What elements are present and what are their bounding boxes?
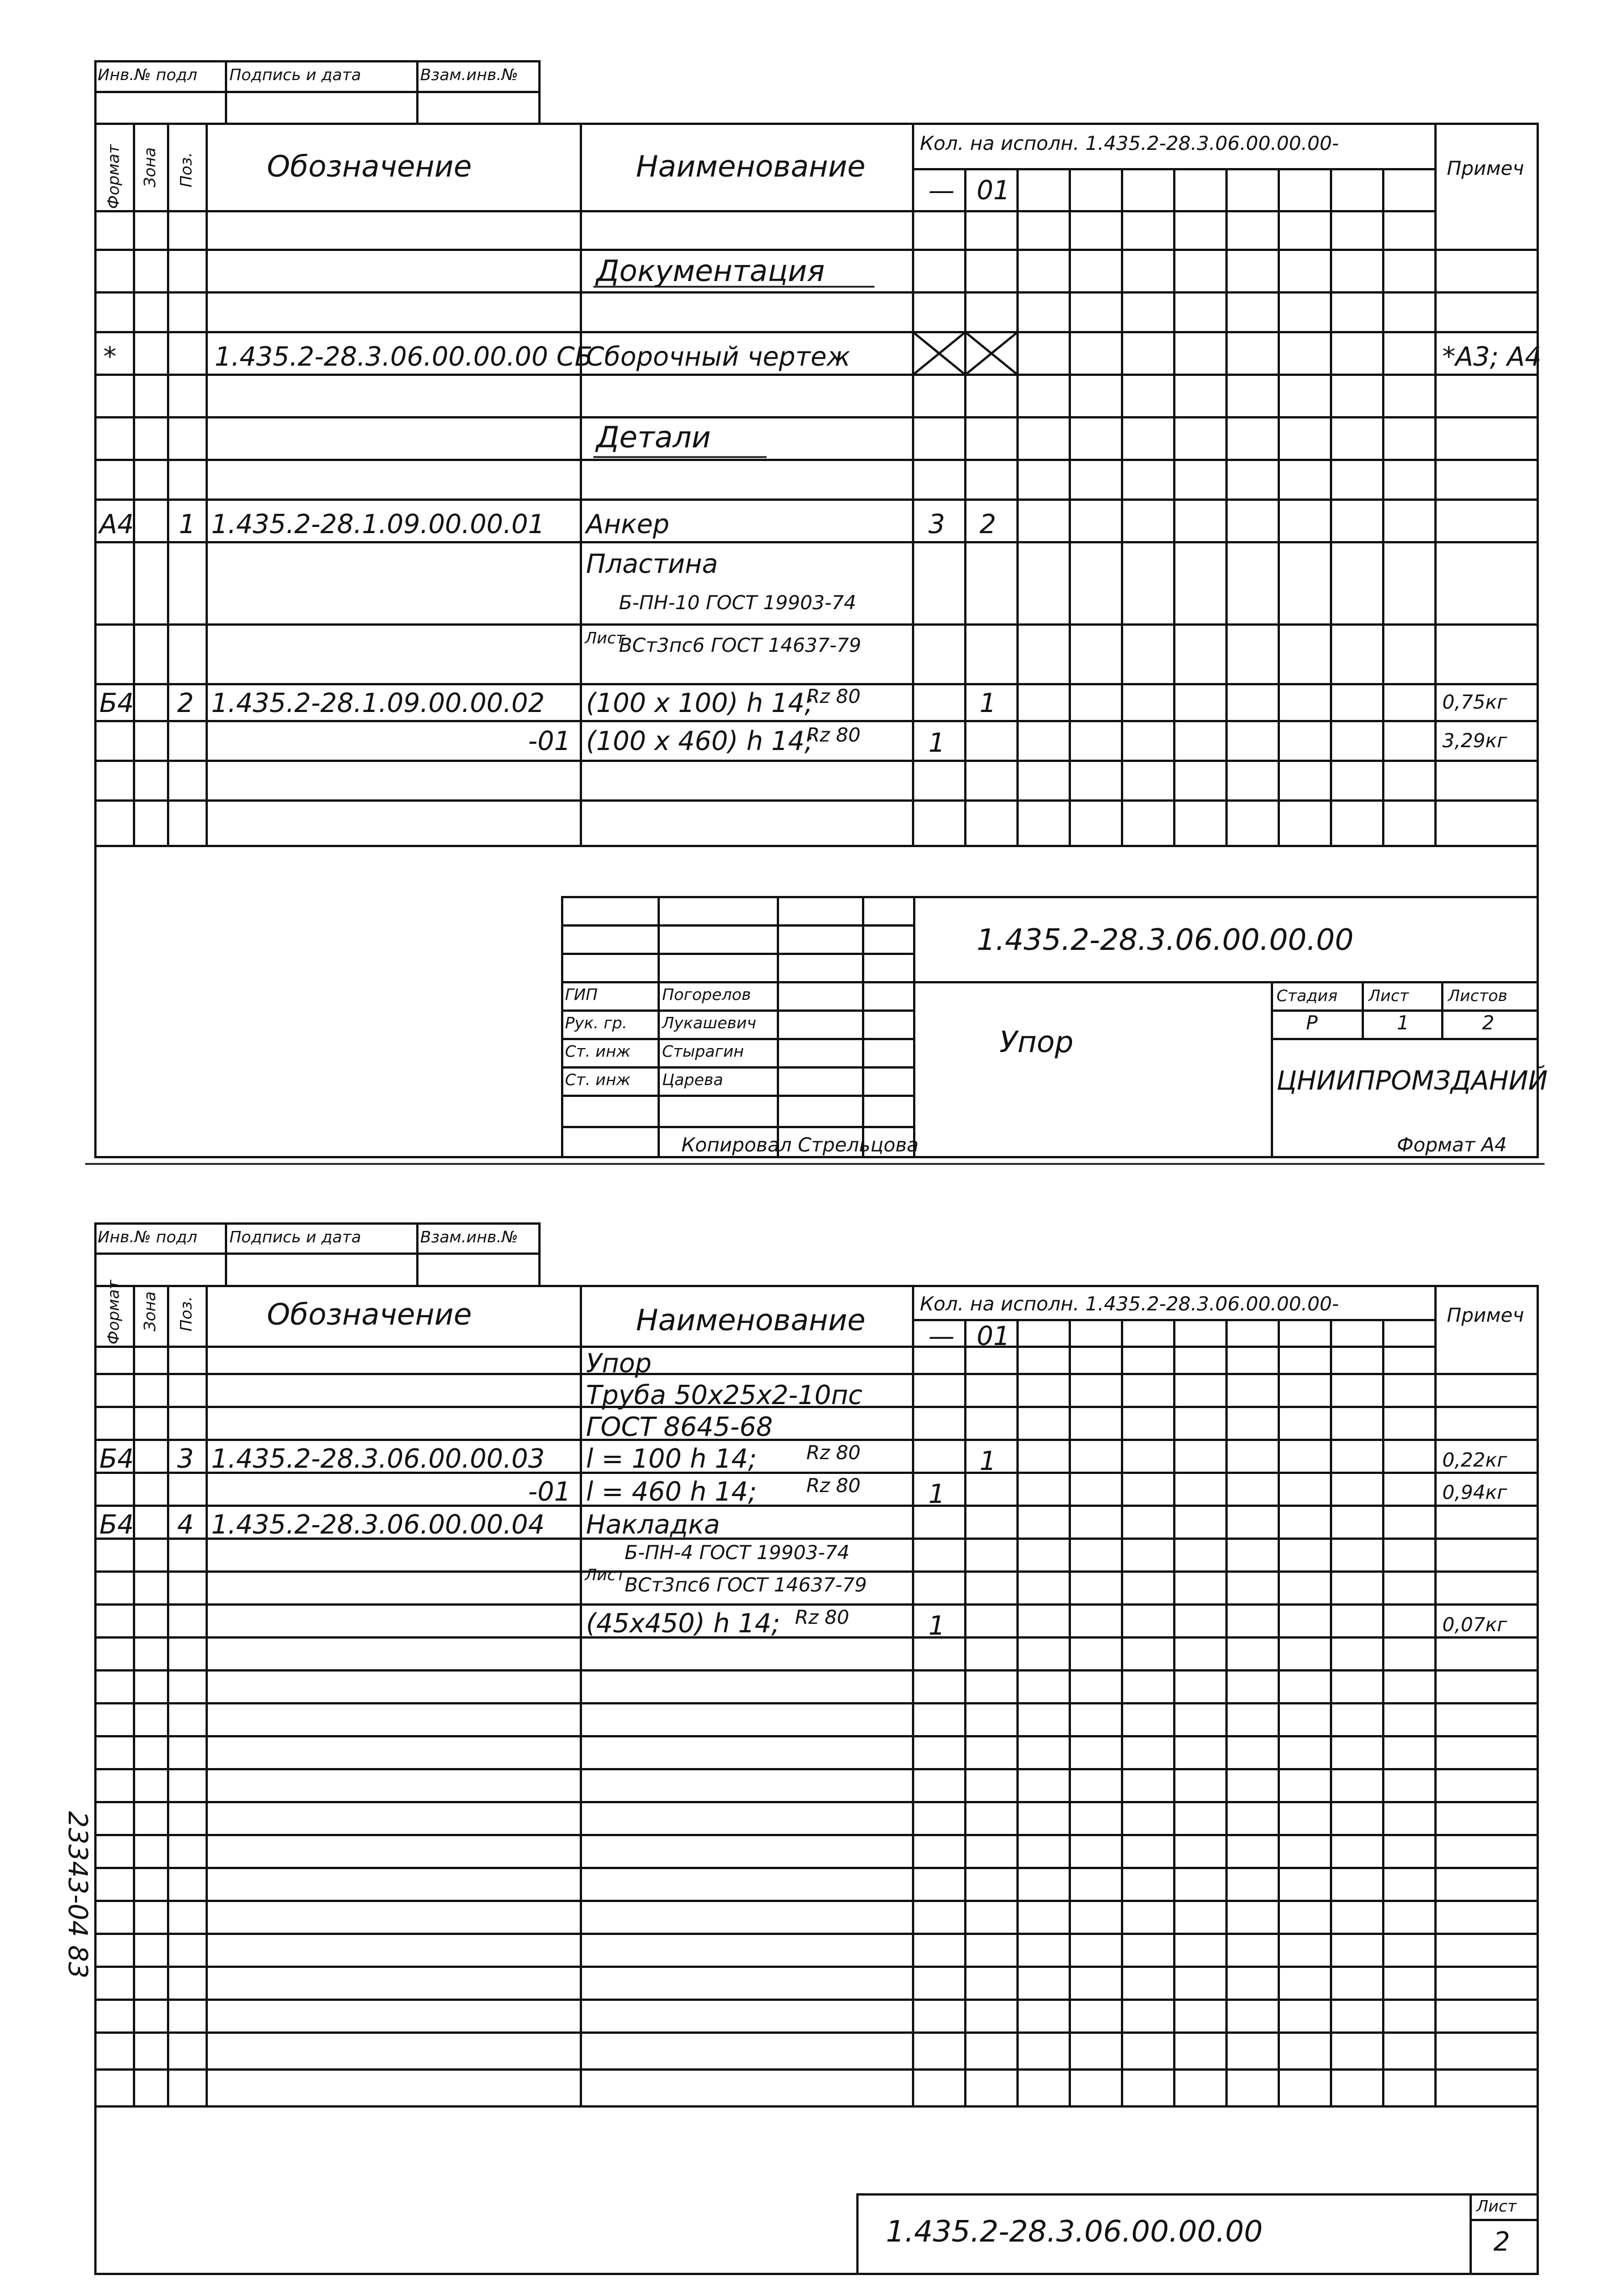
- row2-8-roughness: Rz 80: [795, 1606, 849, 1629]
- row2-4-roughness: Rz 80: [806, 1442, 861, 1464]
- row2-3-name: ГОСТ 8645-68: [586, 1411, 773, 1442]
- section-details: Детали: [596, 421, 711, 455]
- name-1: Погорелов: [662, 985, 751, 1004]
- header2-oboznachenie: Обозначение: [267, 1298, 472, 1332]
- row2-7-material-2: ВСт3пс6 ГОСТ 14637-79: [625, 1574, 867, 1597]
- row1-format: А4: [99, 509, 134, 539]
- row2-2-name: Труба 50х25х2-10пс: [586, 1380, 863, 1410]
- title-org: ЦНИИПРОМЗДАНИЙ: [1276, 1065, 1548, 1096]
- row4-note: 3,29кг: [1442, 730, 1508, 752]
- row2-8-note: 0,07кг: [1442, 1614, 1508, 1636]
- row2-4-pos: 3: [177, 1443, 194, 1474]
- header-kol-na-ispoln: Кол. на испoлн. 1.435.2-28.3.06.00.00.00-: [920, 132, 1339, 155]
- role-3: Ст. инж: [565, 1042, 631, 1061]
- row-sb-designation: 1.435.2-28.3.06.00.00.00 СБ: [215, 341, 593, 372]
- header-oboznachenie: Обозначение: [267, 150, 472, 184]
- role-2: Рук. гр.: [565, 1013, 627, 1032]
- row1-qty-01: 2: [980, 509, 997, 539]
- row2-6-name: Накладка: [586, 1509, 720, 1540]
- header2-kol-na-ispoln: Кол. на испoлн. 1.435.2-28.3.06.00.00.00-: [920, 1293, 1339, 1316]
- listov-label: Листов: [1448, 986, 1508, 1005]
- row2-8-qty-base: 1: [928, 1610, 945, 1641]
- side-archive-code: 23343-04 83: [62, 1811, 93, 1979]
- header-primech: Примеч: [1447, 157, 1524, 180]
- role-4: Ст. инж: [565, 1070, 631, 1089]
- row2-5-roughness: Rz 80: [806, 1474, 861, 1497]
- row2-7-material-1: Б-ПН-4 ГОСТ 19903-74: [625, 1541, 850, 1564]
- header2-col-dash: —: [928, 1321, 955, 1351]
- row2-4-qty-01: 1: [980, 1446, 997, 1476]
- title2-doc-code: 1.435.2-28.3.06.00.00.00: [886, 2215, 1263, 2249]
- row-sb-name: Сборочный чертеж: [586, 341, 851, 372]
- row2-4-note: 0,22кг: [1442, 1449, 1508, 1472]
- role-1: ГИП: [565, 985, 598, 1004]
- name-3: Стырагин: [662, 1042, 744, 1061]
- row2-5-designation: -01: [528, 1476, 571, 1507]
- header2-poz: Поз.: [177, 1296, 195, 1331]
- stamp-inv-podl: Инв.№ подл: [98, 65, 198, 84]
- listov-value: 2: [1482, 1012, 1495, 1034]
- name-2: Лукашевич: [662, 1013, 756, 1032]
- footer-format: Формат А4: [1397, 1134, 1507, 1157]
- row2-material-prefix: Лист: [585, 629, 625, 647]
- row4-designation: -01: [528, 726, 571, 756]
- footer-kopiroval: Копировал Стрельцова: [681, 1134, 919, 1157]
- row2-material-2: ВСт3пс6 ГОСТ 14637-79: [619, 634, 861, 657]
- row2-6-format: Б4: [99, 1509, 134, 1540]
- row-sb-format: *: [103, 341, 116, 372]
- header2-format: Формат: [104, 1280, 123, 1344]
- header2-col-01: 01: [977, 1321, 1010, 1351]
- row3-format: Б4: [99, 688, 134, 718]
- row2-5-name: l = 460 h 14;: [586, 1476, 757, 1507]
- row1-name: Анкер: [586, 509, 669, 539]
- row4-roughness: Rz 80: [806, 724, 861, 747]
- row2-5-qty-base: 1: [928, 1478, 945, 1509]
- stamp-vzam-inv: Взам.инв.№: [420, 65, 518, 84]
- header-col-dash: —: [928, 175, 955, 206]
- row1-qty-base: 3: [928, 509, 945, 539]
- stadiya-value: Р: [1306, 1012, 1318, 1034]
- title2-list-label: Лист: [1476, 2197, 1517, 2215]
- row2-5-note: 0,94кг: [1442, 1481, 1508, 1504]
- stamp2-vzam-inv: Взам.инв.№: [420, 1228, 518, 1246]
- stamp2-podpis-data: Подпись и дата: [229, 1228, 361, 1246]
- row3-pos: 2: [177, 688, 194, 718]
- row2-7-material-prefix: Лист: [585, 1565, 625, 1584]
- header2-zona: Зона: [140, 1291, 159, 1331]
- row3-designation: 1.435.2-28.1.09.00.00.02: [211, 688, 545, 718]
- row2-4-format: Б4: [99, 1443, 134, 1474]
- header2-naimenovanie: Наименование: [636, 1304, 866, 1338]
- row3-note: 0,75кг: [1442, 691, 1508, 714]
- row2-4-name: l = 100 h 14;: [586, 1443, 757, 1474]
- row2-6-designation: 1.435.2-28.3.06.00.00.04: [211, 1509, 545, 1540]
- header-naimenovanie: Наименование: [636, 150, 866, 184]
- row1-designation: 1.435.2-28.1.09.00.00.01: [211, 509, 545, 539]
- stamp2-inv-podl: Инв.№ подл: [98, 1228, 198, 1246]
- section-documentation: Документация: [596, 254, 825, 288]
- header-zona: Зона: [140, 147, 159, 187]
- header2-primech: Примеч: [1447, 1304, 1524, 1327]
- stamp-podpis-data: Подпись и дата: [229, 65, 361, 84]
- row2-name: Пластина: [586, 548, 718, 579]
- title-name: Упор: [999, 1025, 1074, 1059]
- row1-pos: 1: [179, 509, 196, 539]
- row4-qty-base: 1: [928, 727, 945, 758]
- list-value: 1: [1397, 1012, 1409, 1034]
- name-4: Царева: [662, 1070, 723, 1089]
- row4-name: (100 х 460) h 14;: [586, 726, 814, 756]
- title2-list-value: 2: [1493, 2226, 1510, 2257]
- row2-6-pos: 4: [177, 1509, 194, 1540]
- header-format: Формат: [104, 144, 123, 209]
- stadiya-label: Стадия: [1276, 986, 1338, 1005]
- row2-1-name: Упор: [586, 1348, 652, 1379]
- row-sb-note: *А3; А4: [1442, 341, 1542, 372]
- list-label: Лист: [1368, 986, 1409, 1005]
- row2-material-1: Б-ПН-10 ГОСТ 19903-74: [619, 592, 856, 614]
- row3-roughness: Rz 80: [806, 685, 861, 708]
- row2-8-name: (45х450) h 14;: [586, 1608, 780, 1639]
- row2-4-designation: 1.435.2-28.3.06.00.00.03: [211, 1443, 545, 1474]
- header-col-01: 01: [977, 175, 1010, 206]
- row3-qty-01: 1: [980, 688, 997, 718]
- row3-name: (100 х 100) h 14;: [586, 688, 814, 718]
- header-poz: Поз.: [177, 152, 195, 187]
- title-doc-code: 1.435.2-28.3.06.00.00.00: [977, 923, 1354, 957]
